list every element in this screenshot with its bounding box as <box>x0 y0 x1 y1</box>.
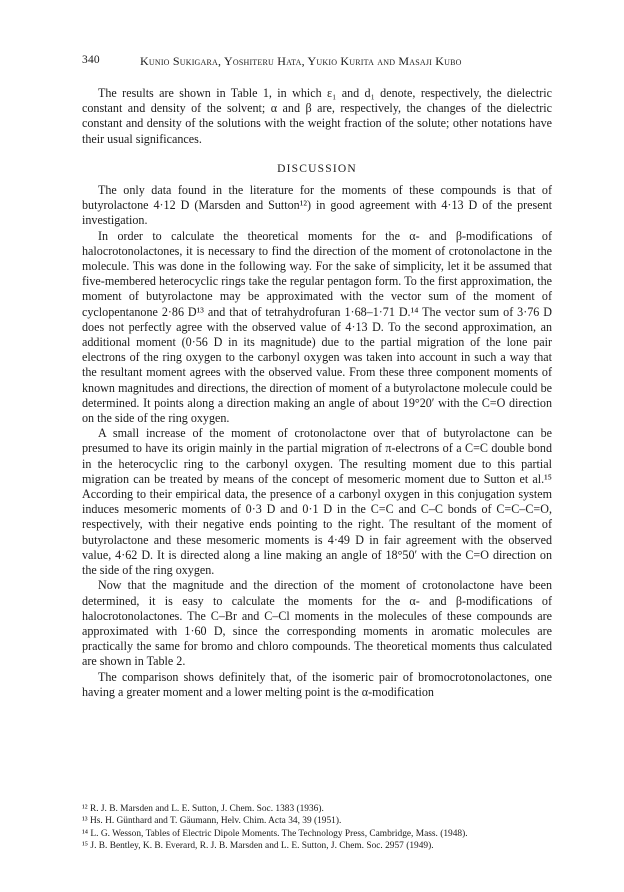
results-paragraph: The results are shown in Table 1, in which ε₁ and d₁ denote, respectively, the dielectric constant and density of the solvent; α and β are, respectively, the changes of the dielectric constant and density of the solutions with the weight fraction of the solute; other notations have their usual significances. <box>82 86 552 146</box>
body-paragraph: The only data found in the literature for the moments of these compounds is that of butyrolactone 4·12 D (Marsden and Sutton¹²) in good agreement with 4·13 D of the present investigation. <box>82 183 552 228</box>
body-paragraph: In order to calculate the theoretical moments for the α- and β-modifications of halocrotonolactones, it is necessary to find the direction of the moment of crotonolactone in the molecule. This was done in the following way. For the sake of simplicity, let it be assumed that five-membered heterocyclic rings take the regular pentagon form. To the first approximation, the moment of butyrolactone may be approximated with the vector sum of the moment of cyclopentanone 2·86 D¹³ and that of tetrahydrofuran 1·68–1·71 D.¹⁴ The vector sum of 3·76 D does not perfectly agree with the observed value of 4·13 D. To the second approximation, an additional moment (0·56 D in its magnitude) due to the partial migration of the lone pair electrons of the ring oxygen to the carbonyl oxygen was taken into account in such a way that the resultant moment agrees with the observed value. From these three component moments of known magnitudes and directions, the direction of moment of a butyrolactone molecule could be determined. It points along a direction making an angle of about 19°20′ with the C=O direction on the side of the ring oxygen. <box>82 228 552 426</box>
page-number: 340 <box>82 54 100 66</box>
body-paragraph: Now that the magnitude and the direction of the moment of crotonolactone have been determined, it is easy to calculate the moments for the α- and β-modifications of halocrotonolactones. The C–Br and C–Cl moments in the molecules of these compounds are approximated with 1·60 D, since the corresponding moments in aromatic molecules are practically the same for bromo and chloro compounds. The theoretical moments thus calculated are shown in Table 2. <box>82 578 552 669</box>
reference-item: ¹³ Hs. H. Günthard and T. Gäumann, Helv. Chim. Acta 34, 39 (1951). <box>82 816 342 827</box>
reference-item: ¹⁴ L. G. Wesson, Tables of Electric Dipole Moments. The Technology Press, Cambridge, Mass. (1948). <box>82 828 468 839</box>
article-body <box>82 86 552 700</box>
section-heading: DISCUSSION <box>277 162 357 175</box>
body-paragraph: The comparison shows definitely that, of the isomeric pair of bromocrotonolactones, one having a greater moment and a lower melting point is the α-modification <box>82 669 552 699</box>
running-head-authors: Kunio Sukigara, Yoshiteru Hata, Yukio Kurita and Masaji Kubo <box>140 54 462 68</box>
reference-item: ¹⁵ J. B. Bentley, K. B. Everard, R. J. B. Marsden and L. E. Sutton, J. Chem. Soc. 2957 (1949). <box>82 841 434 852</box>
body-paragraph: A small increase of the moment of crotonolactone over that of butyrolactone can be presumed to have its origin mainly in the partial migration of π-electrons of a C=C double bond in the heterocyclic ring to the carbonyl oxygen. The resulting moment due to this partial migration can be treated by means of the concept of mesomeric moment due to Sutton et al.¹⁵ According to their empirical data, the presence of a carbonyl oxygen in this conjugation system induces mesomeric moments of 0·3 D and 0·1 D in the C=C and C–C bonds of C=C–C=O, respectively, with their negative ends pointing to the right. The resultant of the moment of butyrolactone and these mesomeric moments is 4·49 D in fair agreement with the observed value, 4·62 D. It is directed along a line making an angle of 18°50′ with the C=O direction on the side of the ring oxygen. <box>82 426 552 578</box>
reference-item: ¹² R. J. B. Marsden and L. E. Sutton, J. Chem. Soc. 1383 (1936). <box>82 804 324 814</box>
footnote-references <box>82 803 552 853</box>
